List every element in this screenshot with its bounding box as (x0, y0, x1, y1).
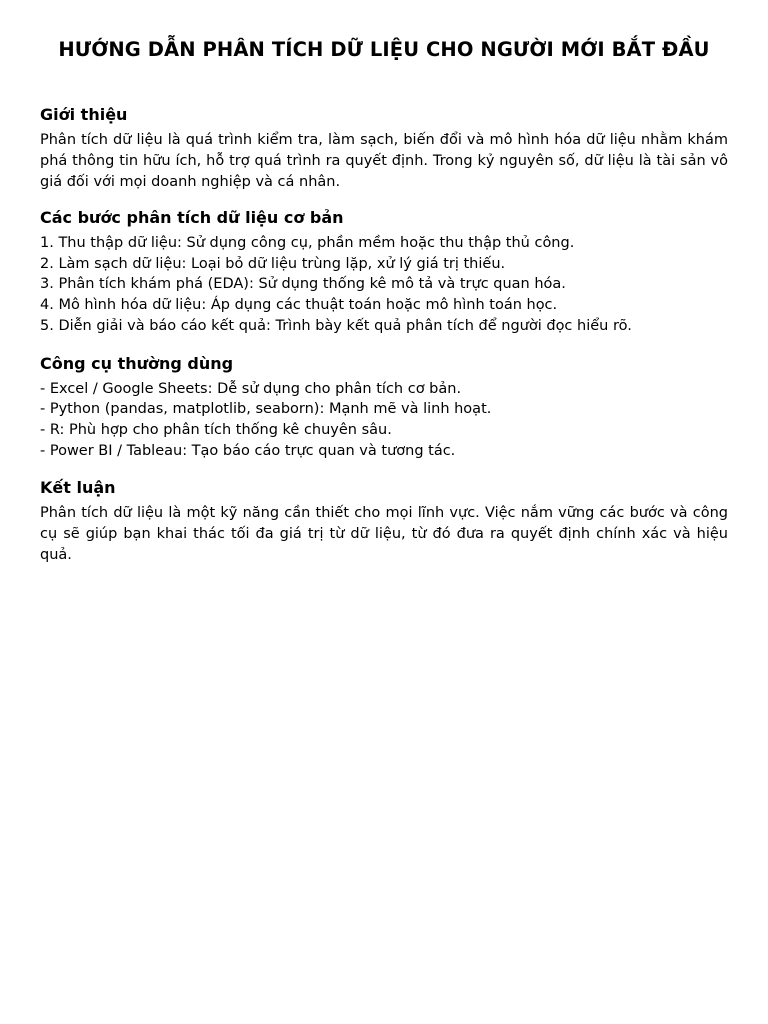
step-item: 3. Phân tích khám phá (EDA): Sử dụng thống kê mô tả và trực quan hóa. (40, 276, 566, 293)
section-heading-conclusion: Kết luận (40, 478, 116, 498)
introduction-paragraph: Phân tích dữ liệu là quá trình kiểm tra, làm sạch, biến đổi và mô hình hóa dữ liệu nhằm khám phá thông tin hữu ích, hỗ trợ quá trình ra quyết định. Trong kỷ nguyên số, dữ liệu là tài sản vô giá đối với mọi doanh nghiệp và cá nhân. (40, 132, 728, 190)
section-conclusion (40, 477, 728, 566)
step-item: 4. Mô hình hóa dữ liệu: Áp dụng các thuật toán hoặc mô hình toán học. (40, 297, 558, 314)
section-introduction (40, 104, 728, 193)
tools-list (40, 379, 728, 462)
section-heading-common-tools: Công cụ thường dùng (40, 353, 234, 373)
step-item: 1. Thu thập dữ liệu: Sử dụng công cụ, phần mềm hoặc thu thập thủ công. (40, 235, 575, 251)
step-item: 5. Diễn giải và báo cáo kết quả: Trình bày kết quả phân tích để người đọc hiểu rõ. (40, 317, 632, 334)
section-heading-basic-steps: Các bước phân tích dữ liệu cơ bản (40, 208, 344, 227)
tool-item: - Excel / Google Sheets: Dễ sử dụng cho phân tích cơ bản. (40, 380, 462, 397)
steps-list (40, 233, 728, 337)
conclusion-paragraph: Phân tích dữ liệu là một kỹ năng cần thiết cho mọi lĩnh vực. Việc nắm vững các bước và công cụ sẽ giúp bạn khai thác tối đa giá trị từ dữ liệu, từ đó đưa ra quyết định chính xác và hiệu quả. (40, 505, 728, 564)
tool-item: - Power BI / Tableau: Tạo báo cáo trực quan và tương tác. (40, 442, 456, 459)
section-heading-introduction: Giới thiệu (40, 105, 128, 124)
step-item: 2. Làm sạch dữ liệu: Loại bỏ dữ liệu trùng lặp, xử lý giá trị thiếu. (40, 255, 506, 272)
tool-item: - Python (pandas, matplotlib, seaborn): Mạnh mẽ và linh hoạt. (40, 401, 492, 418)
tool-item: - R: Phù hợp cho phân tích thống kê chuyên sâu. (40, 421, 392, 438)
section-common-tools (40, 353, 728, 462)
section-basic-steps (40, 207, 728, 337)
document-title: HƯỚNG DẪN PHÂN TÍCH DỮ LIỆU CHO NGƯỜI MỚI BẮT ĐẦU (58, 38, 710, 61)
